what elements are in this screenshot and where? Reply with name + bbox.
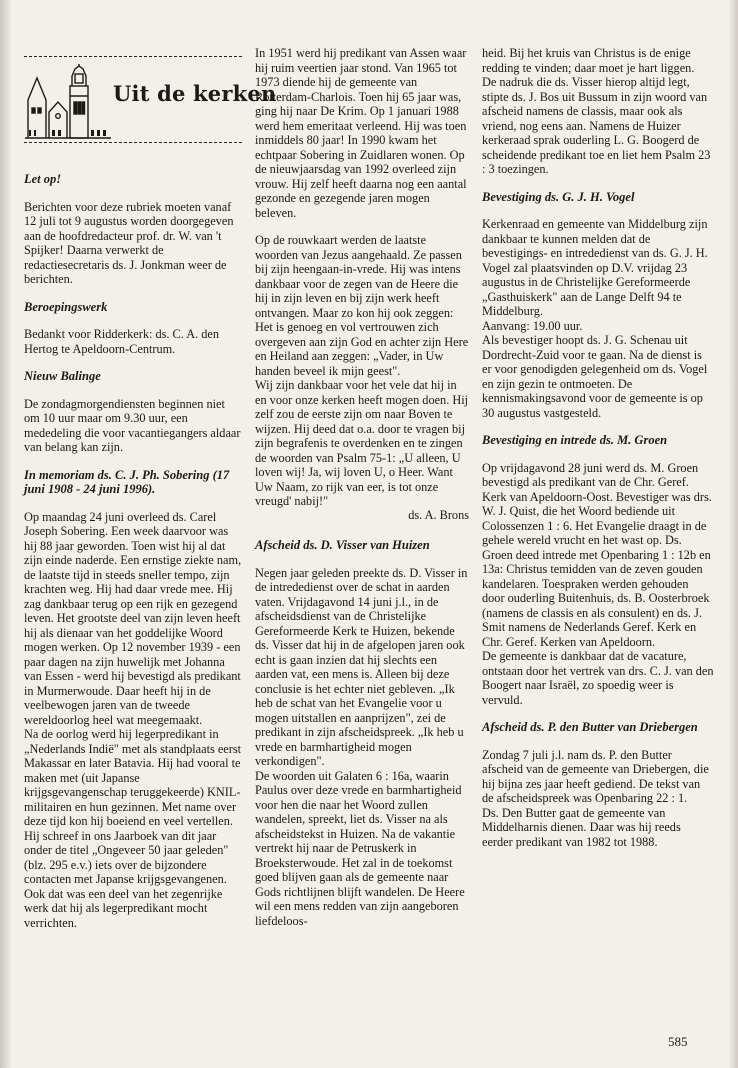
vogel-paragraph: Kerkenraad en gemeente van Middelburg zijn dankbaar te kunnen melden dat de bevestigings- en intrededienst van ds. G. J. H. Vogel zal plaatsvinden op D.V. vrijdag 23 augustus in de Christelijke Gereformeerde „Gasthuiskerk" aan de Lange Delft 94 te Middelburg. [482, 217, 708, 318]
butter-paragraph: Ds. Den Butter gaat de gemeente van Middelharnis dienen. Daar was hij reeds eerder predikant van 1982 tot 1988. [482, 805, 681, 849]
beroepingswerk-heading: Beroepingswerk [24, 299, 108, 314]
page-edge-shadow-right [728, 0, 738, 1068]
banner-rule-bottom [24, 142, 242, 143]
church-icon [25, 64, 111, 140]
visser-paragraph: De nadruk die ds. Visser hierop altijd legt, stipte ds. J. Bos uit Bussum in zijn woord van afscheid namens de classis, maar ook als vriend, nog eens aan. Namens de Huizer kerkeraad sprak ouderling L. G. Boogerd de scheidende predikant toe en liet hem Psalm 23 : 3 toezingen. [482, 75, 711, 176]
vogel-time: Aanvang: 19.00 uur. [482, 318, 583, 333]
let-op-text: Berichten voor deze rubriek moeten vanaf 12 juli tot 9 augustus worden doorgegeven aan de hoofdredacteur prof. dr. W. van 't Spijker! Daarna verwerkt de redactiesecretaris ds. J. Jonkman weer de berichten. [24, 199, 234, 286]
beroepingswerk-text: Bedankt voor Ridderkerk: ds. C. A. den Hertog te Apeldoorn-Centrum. [24, 327, 220, 356]
memoriam-paragraph: Op de rouwkaart werden de laatste woorden van Jezus aangehaald. Ze passen bij zijn heengaan-in-vrede. Hij was intens dankbaar voor de zegen van de Heere die hij in zijn leven en bij zijn werk heeft ontvangen. Maar zo kon hij ook zeggen: Het is genoeg en vol vertrouwen zich overgeven aan zijn God en achter zijn Here en Heiland aan zeggen: „Vader, in Uw handen beveel ik mijn geest". [255, 233, 469, 378]
butter-paragraph: Zondag 7 juli j.l. nam ds. P. den Butter afscheid van de gemeente van Driebergen, die hij bijna zes jaar heeft gediend. De tekst van de afscheidspreek was Openbaring 22 : 1. [482, 747, 709, 805]
visser-paragraph: Negen jaar geleden preekte ds. D. Visser in de intrededienst over de schat in aarden vaten. Vrijdagavond 14 juni j.l., in de afscheidsdienst van de Christelijke Gereformeerde Kerk te Huizen, bekende ds. Visser dat hij in de afgelopen jaren ook echt is gaan inzien dat hij slechts een aarden vat, een mens is. Alleen bij deze conclusie is het echter niet gebleven. „Ik heb de schat van het Evangelie voor u mogen uitstallen en aanprijzen", zei de predikant in zijn afscheidspreek. „Ik heb u vrede en barmhartigheid mogen verkondigen". [255, 565, 468, 768]
column-1 [24, 46, 277, 943]
butter-heading: Afscheid ds. P. den Butter van Driebergen [482, 720, 698, 734]
balinge-text: De zondagmorgendiensten beginnen niet om 10 uur maar om 9.30 uur, een mededeling die voor vacantiegangers aldaar van belang kan zijn. [24, 396, 241, 454]
visser-heading: Afscheid ds. D. Visser van Huizen [255, 538, 430, 552]
groen-paragraph: Op vrijdagavond 28 juni werd ds. M. Groen bevestigd als predikant van de Chr. Geref. Kerk van Apeldoorn-Oost. Bevestiger was drs. W. J. Quist, die het Woord bediende uit Colossenzen 1 : 6. Het Evangelie draagt in de gehele wereld vrucht en het wast op. Ds. Groen deed intrede met Openbaring 1 : 12b en 13a: Christus temidden van de zeven gouden kandelaren. Toespraken werden gehouden door ouderling Buitenhuis, ds. B. Oosterbroek (namens de classis en als consulent) en ds. J. Smit namens de Nederlands Geref. Kerk en Chr. Geref. Kerken van Apeldoorn. [482, 460, 712, 649]
memoriam-heading: In memoriam ds. C. J. Ph. Sobering (17 juni 1908 - 24 juni 1996). [24, 467, 230, 496]
page-edge-shadow [0, 0, 12, 1068]
vogel-heading: Bevestiging ds. G. J. H. Vogel [482, 189, 635, 204]
visser-paragraph: De woorden uit Galaten 6 : 16a, waarin Paulus over deze vrede en barmhartigheid voor hen die naar het Woord zullen wandelen, spreekt, liet ds. Visser na als afscheidstekst in Huizen. Na de vakantie vertrekt hij naar de Petruskerk in Broeksterwoude. Het zal in de toekomst goed blijven gaan als de gemeente naar Gods richtlijnen blijft wandelen. De Heere wil een mens redden van zijn aangeboren liefdeloos- [255, 768, 465, 928]
page-number: 585 [668, 1034, 688, 1049]
memoriam-paragraph: In 1951 werd hij predikant van Assen waar hij ruim veertien jaar stond. Van 1965 tot 1973 diende hij de gemeente van Rotterdam-Charlois. Toen hij 65 jaar was, ging hij naar De Krim. Op 1 januari 1988 werd hem emeritaat verleend. Hij was toen inmiddels 80 jaar! In 1990 kwam het echtpaar Sobering in Zuidlaren wonen. Op de nieuwjaarsdag van 1992 overleed zijn vrouw. Hij zelf heeft daarna nog een aantal gezonde en gezegende jaren mogen beleven. [255, 46, 467, 220]
memoriam-paragraph: Wij zijn dankbaar voor het vele dat hij in en voor onze kerken heeft mogen doen. Hij zelf zou de eerste zijn om naar Boven te wijzen. Hij deed dat o.a. door te vragen bij zijn begrafenis te overdenken en te zingen de woorden van Psalm 75-1: „U alleen, U loven wij! Ja, wij loven U, o Heer. Want Uw Naam, zo rijk van eer, is tot onze vreugd' nabij!" [255, 378, 469, 508]
memoriam-paragraph: Na de oorlog werd hij legerpredikant in „Nederlands Indië" met als standplaats eerst Makassar en later Batavia. Hij had vooral te maken met (uit Japanse krijgsgevangenschap teruggekeerde) KNIL-militairen en hun gezinnen. Met name over deze tijd kon hij boeiend en veel vertellen. Hij schreef in ons Jaarboek van dit jaar onder de titel „Ongeveer 50 jaar geleden" (blz. 295 e.v.) iets over de bijzondere contacten met Japanse krijgsgevangenen. Ook dat was een deel van het zegenrijke werk dat hij als legerpredikant mocht verrichten. [24, 727, 242, 930]
column-3 [482, 46, 714, 862]
banner-rule-top [24, 56, 242, 57]
visser-paragraph: heid. Bij het kruis van Christus is de enige redding te vinden; daar moet je hart liggen. [482, 46, 695, 75]
memoriam-paragraph: Op maandag 24 juni overleed ds. Carel Joseph Sobering. Een week daarvoor was hij 88 jaar geworden. Toen wist hij al dat zijn einde naderde. Een ernstige ziekte nam, de laatste tijd in steeds sneller tempo, zijn krachten weg. Hij had daar vrede mee. Hij zag dankbaar terug op een rijk en gezegend leven. Het grootste deel van zijn leven heeft hij als dienaar van het goddelijke Woord mogen werken. Op 12 november 1939 - een paar dagen na zijn huwelijk met Johanna van Essen - werd hij bevestigd als predikant in Murmerwoude. Daar heeft hij in de veelbewogen jaren van de tweede wereldoorlog heel wat meegemaakt. [24, 509, 242, 727]
balinge-heading: Nieuw Balinge [24, 369, 101, 383]
vogel-paragraph: Als bevestiger hoopt ds. J. G. Schenau uit Dordrecht-Zuid voor te gaan. Na de dienst is er voor genodigden gelegenheid om ds. Vogel en zijn gezin te ontmoeten. De kennismakingsavond voor de gemeente is op 30 augustus vastgesteld. [482, 333, 708, 420]
let-op-heading: Let op! [24, 172, 62, 186]
section-title: Uit de kerken [113, 81, 277, 106]
column-2 [255, 46, 469, 941]
groen-paragraph: De gemeente is dankbaar dat de vacature, ontstaan door het vertrek van drs. C. J. van den Boogert naar Israël, zo spoedig weer is vervuld. [482, 649, 714, 707]
groen-heading: Bevestiging en intrede ds. M. Groen [482, 433, 668, 447]
signature: ds. A. Brons [408, 507, 469, 522]
section-banner [24, 54, 277, 156]
